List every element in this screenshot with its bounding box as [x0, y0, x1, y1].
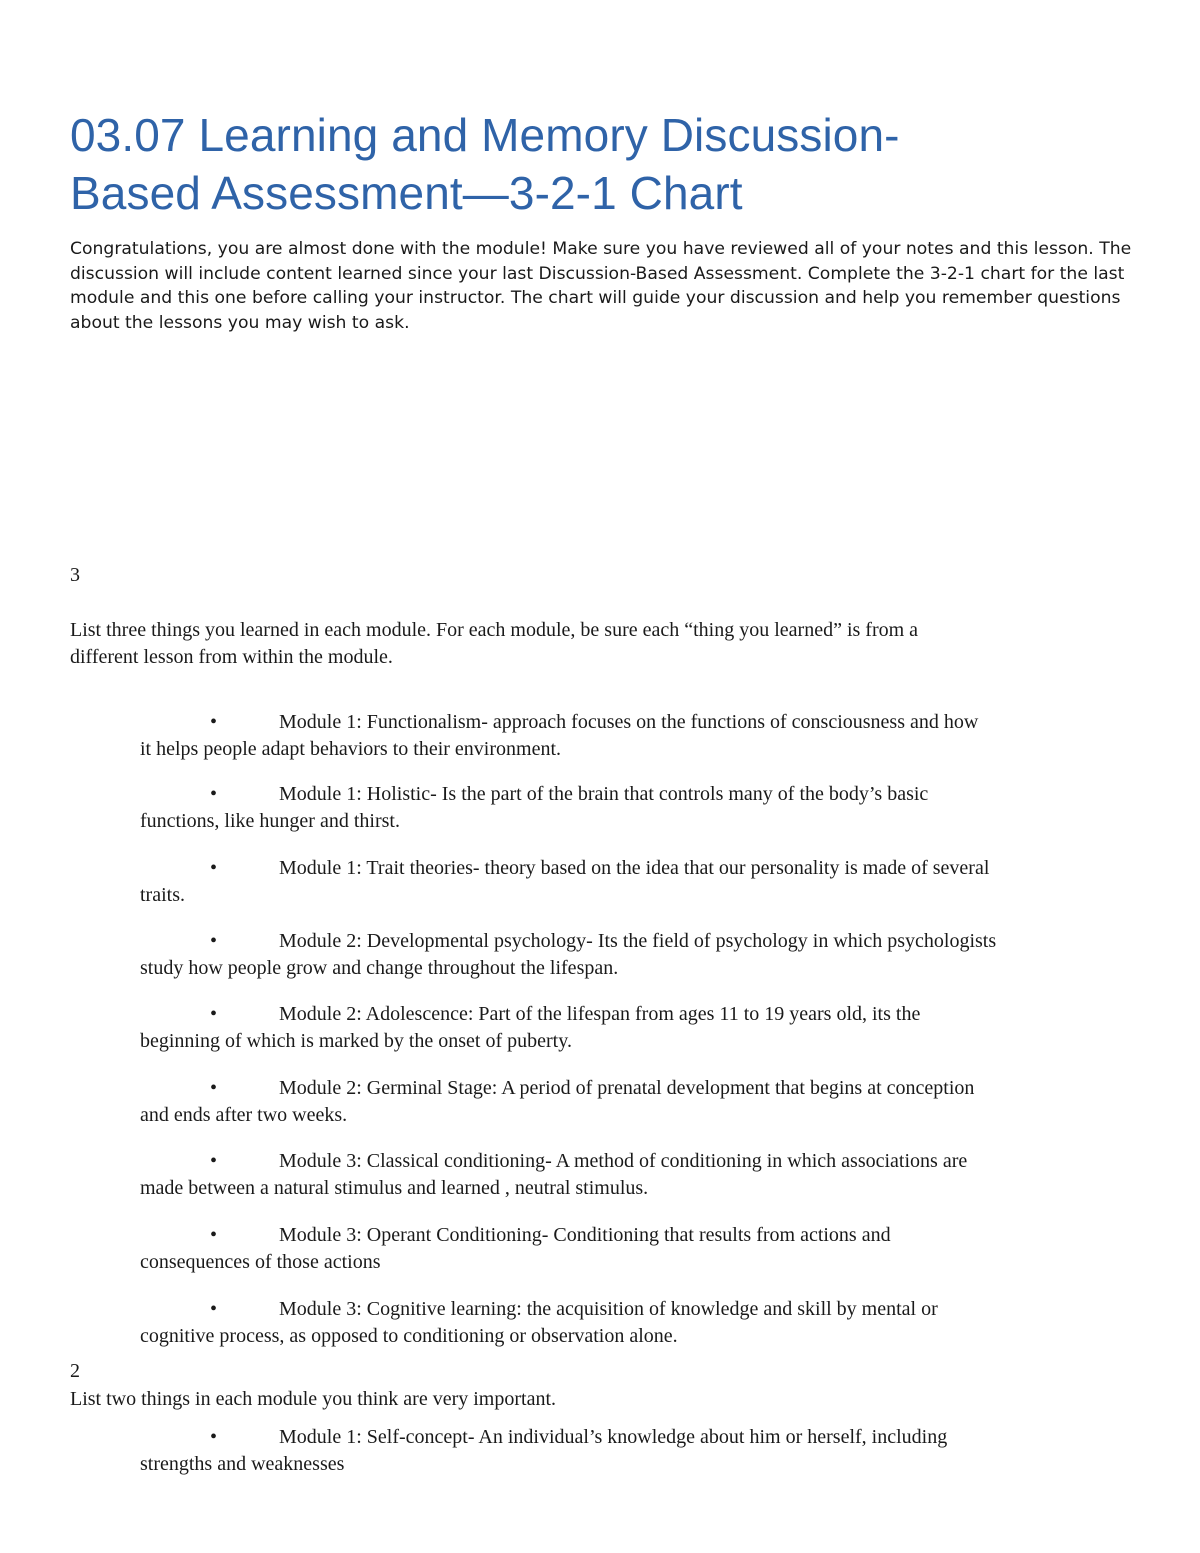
list-item: [140, 1001, 1140, 1055]
title-line-1: 03.07 Learning and Memory Discussion-: [70, 109, 900, 161]
list-item: [140, 709, 1140, 763]
section-3-instruction-line-1: List three things you learned in each module. For each module, be sure each “thing you learned” is from a: [70, 619, 919, 641]
bullet-icon: •: [210, 1426, 218, 1448]
list-item: [140, 1296, 1140, 1350]
list-item-text-rest: study how people grow and change throughout the lifespan.: [140, 957, 619, 979]
bullet-icon: •: [210, 711, 218, 733]
bullet-icon: •: [210, 1150, 218, 1172]
section-3-instruction-line-2: different lesson from within the module.: [70, 646, 393, 668]
intro-paragraph: Congratulations, you are almost done with the module! Make sure you have reviewed all of your notes and this lesson. The discussion will include content learned since your last Discussion-Based Assessment. Complete the 3-2-1 chart for the last module and this one before calling your instructor. The chart will guide your discussion and help you remember questions about the lessons you may wish to ask.: [70, 239, 1132, 333]
bullet-icon: •: [210, 1224, 218, 1246]
section-3-instruction: [70, 617, 1130, 671]
list-item-text-rest: beginning of which is marked by the onset of puberty.: [140, 1030, 572, 1052]
list-item-text-first: Module 1: Self-concept- An individual’s knowledge about him or herself, including: [279, 1426, 948, 1448]
list-item-text-rest: traits.: [140, 884, 185, 906]
section-2-number: 2: [70, 1360, 80, 1382]
list-item-text-rest: strengths and weaknesses: [140, 1453, 345, 1475]
list-item: [140, 1222, 1140, 1276]
list-item: [140, 928, 1140, 982]
bullet-icon: •: [210, 1298, 218, 1320]
list-item-text-first: Module 3: Operant Conditioning- Conditioning that results from actions and: [279, 1224, 891, 1246]
list-item-text-rest: consequences of those actions: [140, 1251, 381, 1273]
bullet-icon: •: [210, 1003, 218, 1025]
list-item: [140, 855, 1140, 909]
section-2-instruction: List two things in each module you think are very important.: [70, 1388, 557, 1410]
bullet-icon: •: [210, 857, 218, 879]
list-item: [140, 781, 1140, 835]
list-item-text-first: Module 3: Cognitive learning: the acquisition of knowledge and skill by mental or: [279, 1298, 938, 1320]
list-item-text-first: Module 2: Adolescence: Part of the lifespan from ages 11 to 19 years old, its the: [279, 1003, 921, 1025]
list-item-text-first: Module 1: Functionalism- approach focuses on the functions of consciousness and how: [279, 711, 979, 733]
list-item-text-rest: cognitive process, as opposed to conditioning or observation alone.: [140, 1325, 678, 1347]
list-item: [140, 1148, 1140, 1202]
section-3-number: 3: [70, 564, 80, 586]
title-line-2: Based Assessment—3-2-1 Chart: [70, 167, 743, 219]
list-item-text-first: Module 1: Holistic- Is the part of the brain that controls many of the body’s basic: [279, 783, 929, 805]
list-item-text-rest: functions, like hunger and thirst.: [140, 810, 400, 832]
bullet-icon: •: [210, 1077, 218, 1099]
list-item-text-rest: and ends after two weeks.: [140, 1104, 348, 1126]
list-item-text-first: Module 2: Developmental psychology- Its the field of psychology in which psychologists: [279, 930, 997, 952]
list-item: [140, 1075, 1140, 1129]
bullet-icon: •: [210, 783, 218, 805]
bullet-icon: •: [210, 930, 218, 952]
list-item-text-rest: made between a natural stimulus and learned , neutral stimulus.: [140, 1177, 649, 1199]
list-item: [140, 1424, 1140, 1478]
list-item-text-first: Module 1: Trait theories- theory based on the idea that our personality is made of several: [279, 857, 990, 879]
document-title: [70, 106, 1130, 222]
list-item-text-first: Module 3: Classical conditioning- A method of conditioning in which associations are: [279, 1150, 968, 1172]
list-item-text-rest: it helps people adapt behaviors to their environment.: [140, 738, 561, 760]
list-item-text-first: Module 2: Germinal Stage: A period of prenatal development that begins at conception: [279, 1077, 975, 1099]
